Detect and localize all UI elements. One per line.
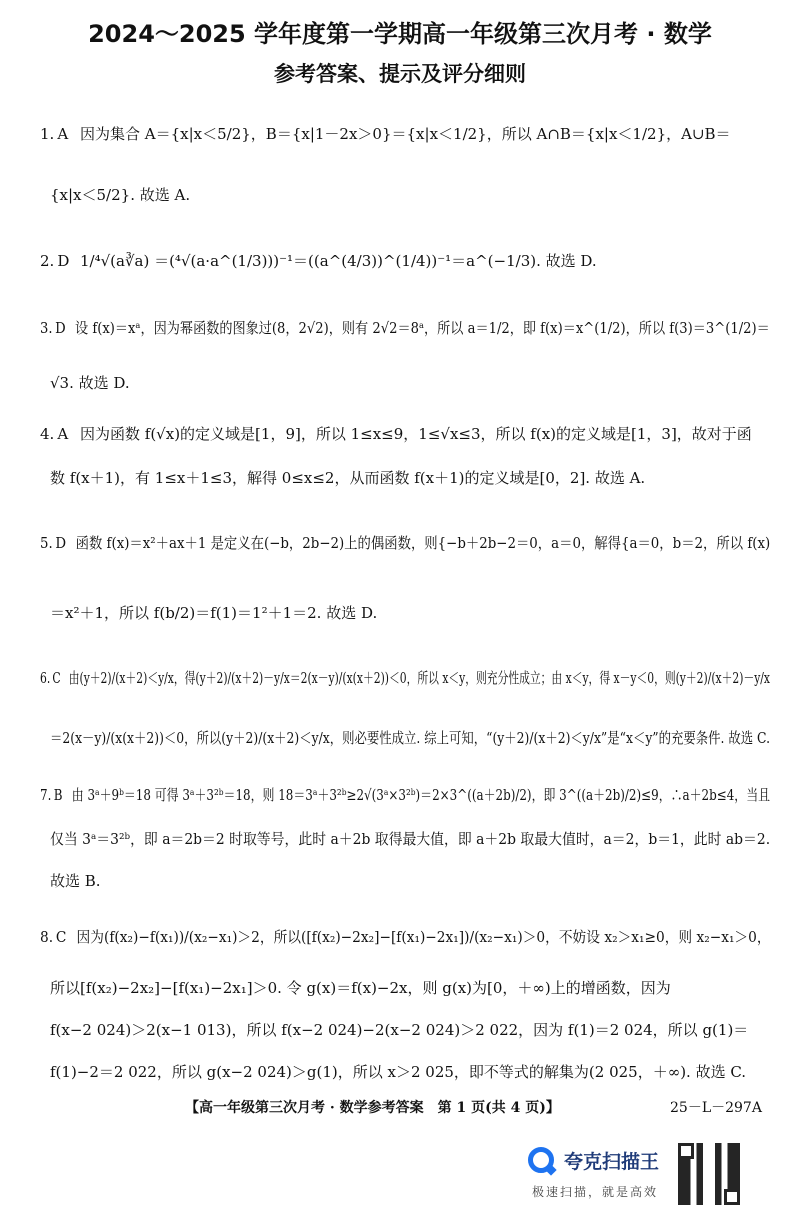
- answer-line: 数 f(x＋1)，有 1≤x＋1≤3，解得 0≤x≤2，从而函数 f(x＋1)的定义域是[0，2]. 故选 A.: [50, 469, 646, 487]
- answer-line: 4. A 因为函数 f(√x)的定义域是[1，9]，所以 1≤x≤9，1≤√x≤3，所以 f(x)的定义域是[1，3]，故对于函: [40, 425, 752, 443]
- question-tag: 3. D: [40, 319, 66, 337]
- question-tag: 4. A: [40, 425, 69, 443]
- answer-line: f(1)−2＝2 022，所以 g(x−2 024)＞g(1)，所以 x＞2 025，即不等式的解集为(2 025，＋∞). 故选 C.: [50, 1063, 747, 1081]
- answer-line: ＝x²＋1，所以 f(b/2)＝f(1)＝1²＋1＝2. 故选 D.: [50, 604, 378, 622]
- answer-line: ＝2(x－y)/(x(x＋2))＜0，所以(y＋2)/(x＋2)＜y/x，则必要性成立. 综上可知，“(y＋2)/(x＋2)＜y/x”是“x＜y”的充要条件. 故选 C.: [50, 729, 771, 747]
- question-tag: 5. D: [40, 534, 67, 552]
- answer-line: 1. A 因为集合 A＝{x|x＜5/2}，B＝{x|1－2x＞0}＝{x|x＜1/2}，所以 A∩B＝{x|x＜1/2}，A∪B＝: [40, 125, 731, 143]
- answer-line: 6. C 由(y＋2)/(x＋2)＜y/x，得(y＋2)/(x＋2)－y/x＝2(x－y)/(x(x＋2))＜0，所以 x＜y，则充分性成立；由 x＜y，得 x－y＜0，则(y＋2)/(x＋2)－y/x: [40, 669, 771, 687]
- watermark-slogan: 极速扫描，就是高效: [532, 1185, 659, 1199]
- answer-line: 2. D 1/⁴√(a∛a) ＝(⁴√(a·a^(1/3)))⁻¹＝((a^(4/3))^(1/4))⁻¹＝a^(−1/3). 故选 D.: [40, 252, 597, 270]
- watermark-name: 夸克扫描王: [564, 1151, 660, 1173]
- answer-line: 8. C 因为(f(x₂)−f(x₁))/(x₂−x₁)＞2，所以([f(x₂)−2x₂]−[f(x₁)−2x₁])/(x₂−x₁)＞0，不妨设 x₂＞x₁≥0，则 x₂−x₁＞0，: [40, 928, 771, 946]
- qr-code-icon: [678, 1143, 740, 1205]
- question-tag: 2. D: [40, 252, 70, 270]
- answer-line: √3. 故选 D.: [50, 374, 130, 392]
- page-subtitle: 参考答案、提示及评分细则: [274, 62, 526, 86]
- footer-text: 【高一年级第三次月考 · 数学参考答案 第 1 页(共 4 页)】: [185, 1100, 560, 1116]
- question-tag: 7. B: [40, 786, 63, 804]
- answer-line: f(x−2 024)＞2(x−1 013)，所以 f(x−2 024)−2(x−2 024)＞2 022，因为 f(1)＝2 024，所以 g(1)＝: [50, 1021, 749, 1039]
- answer-line: 故选 B.: [50, 872, 101, 890]
- answer-line: 仅当 3ᵃ＝3²ᵇ，即 a＝2b＝2 时取等号，此时 a＋2b 取得最大值，即 a＋2b 取最大值时，a＝2，b＝1，此时 ab＝2.: [50, 830, 771, 848]
- quark-logo-icon: [528, 1147, 554, 1173]
- question-tag: 1. A: [40, 125, 69, 143]
- answer-line: 5. D 函数 f(x)＝x²＋ax＋1 是定义在(−b，2b−2)上的偶函数，则{−b＋2b−2＝0，a＝0，解得{a＝0，b＝2，所以 f(x): [40, 534, 771, 552]
- footer-code: 25－L－297A: [670, 1100, 762, 1116]
- answer-line: 7. B 由 3ᵃ＋9ᵇ＝18 可得 3ᵃ＋3²ᵇ＝18，则 18＝3ᵃ＋3²ᵇ≥2√(3ᵃ×3²ᵇ)＝2×3^((a＋2b)/2)，即 3^((a＋2b)/2)≤9，∴a＋2b≤4，当且: [40, 786, 771, 804]
- question-tag: 8. C: [40, 928, 67, 946]
- answer-line: {x|x＜5/2}. 故选 A.: [50, 186, 191, 204]
- scanner-watermark: [528, 1143, 788, 1209]
- answer-line: 3. D 设 f(x)＝xᵃ，因为幂函数的图象过(8，2√2)，则有 2√2＝8ᵃ，所以 a＝1/2，即 f(x)＝x^(1/2)，所以 f(3)＝3^(1/2)＝: [40, 319, 770, 337]
- page-title: 2024～2025 学年度第一学期高一年级第三次月考 · 数学: [88, 20, 712, 48]
- question-tag: 6. C: [40, 669, 61, 687]
- answer-line: 所以[f(x₂)−2x₂]−[f(x₁)−2x₁]＞0. 令 g(x)＝f(x)−2x，则 g(x)为[0，＋∞)上的增函数，因为: [50, 979, 671, 997]
